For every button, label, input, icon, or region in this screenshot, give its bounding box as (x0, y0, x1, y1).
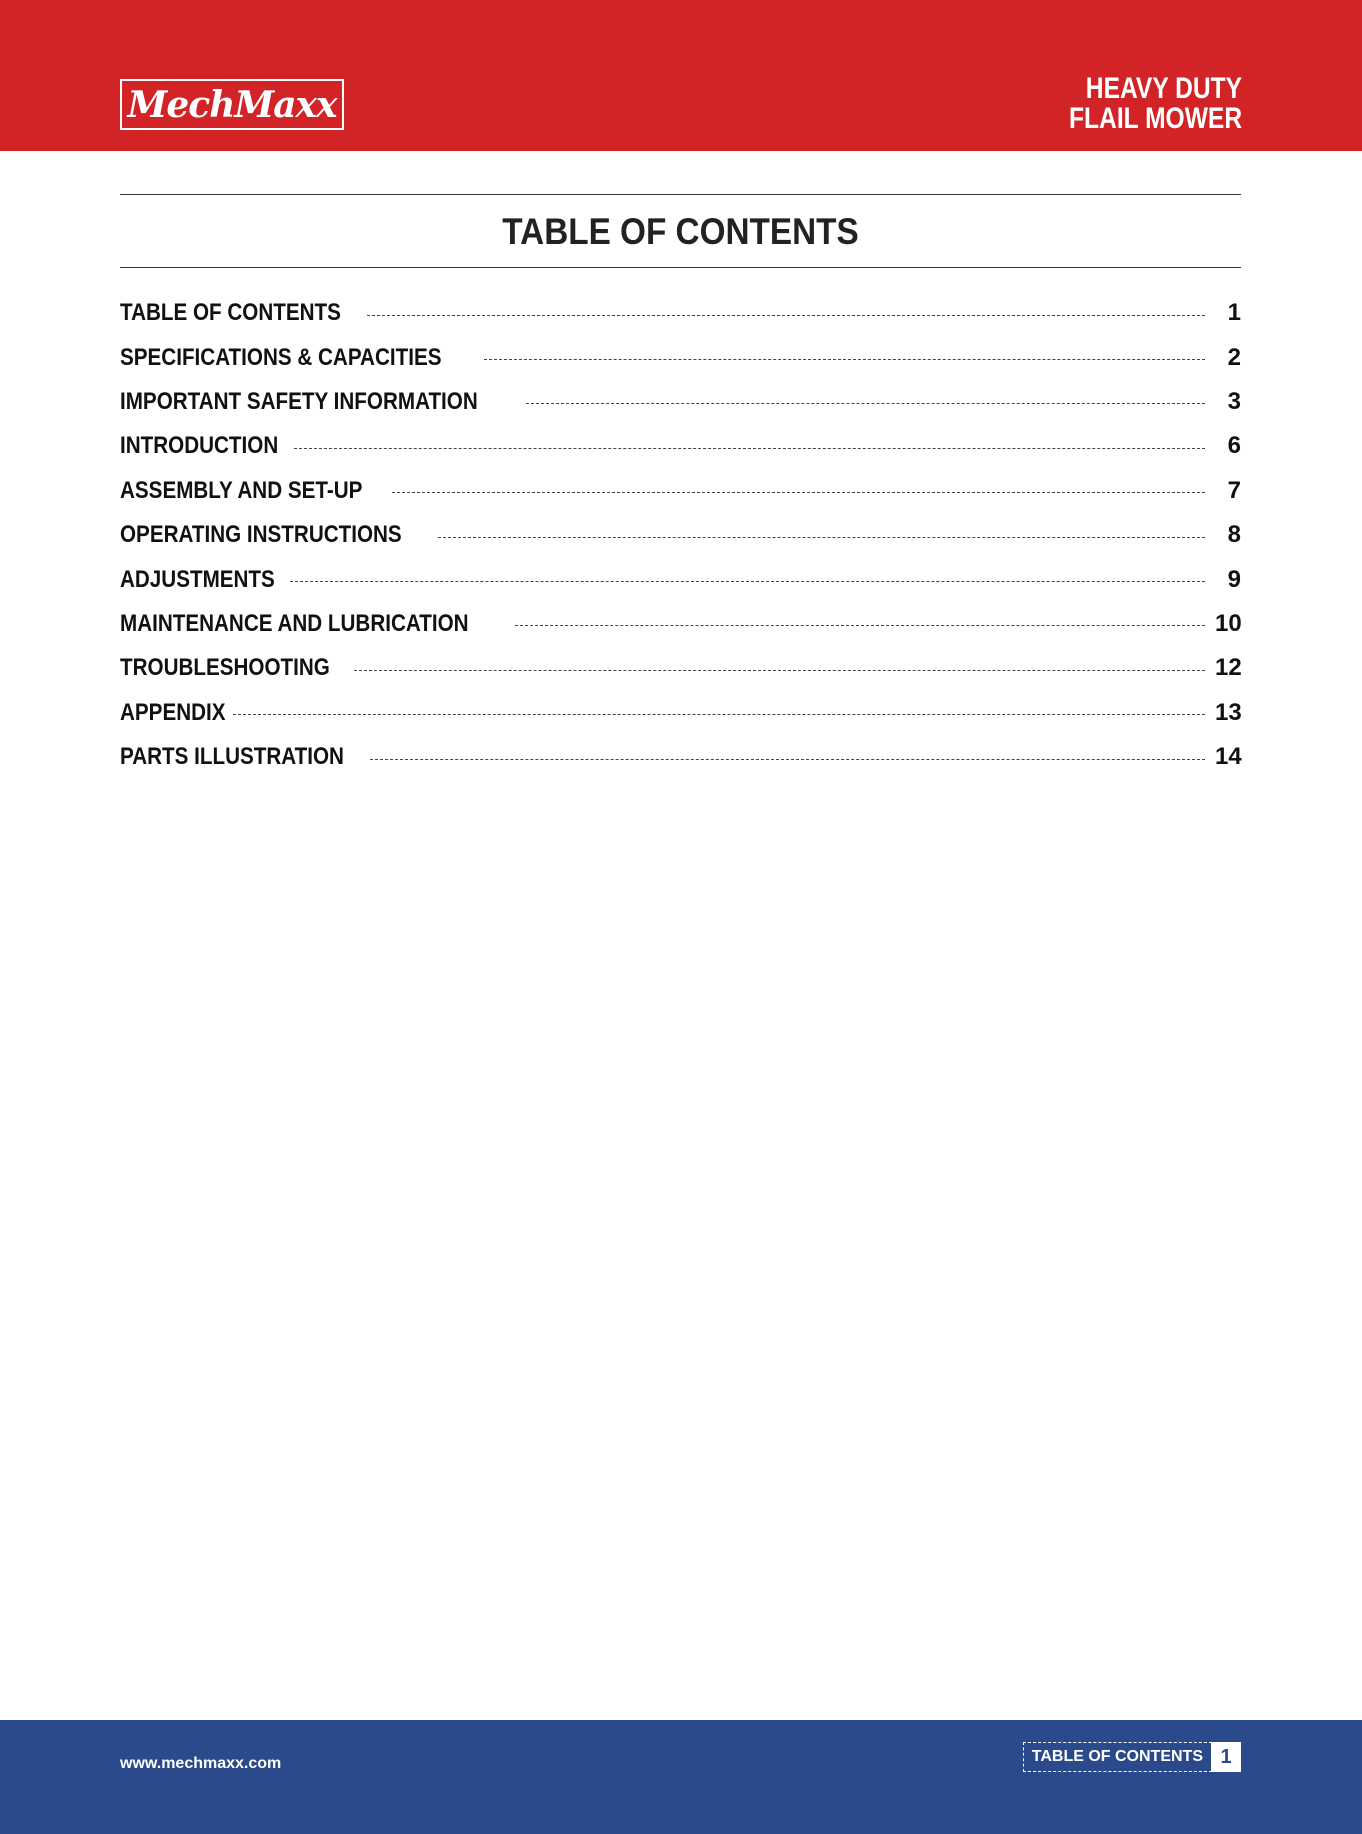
toc-dot-leader (526, 403, 1205, 404)
toc-entry[interactable] (120, 513, 1241, 557)
toc-entry-page: 3 (1227, 387, 1241, 415)
toc-entry-label: APPENDIX (120, 698, 226, 726)
toc-entry-page: 9 (1227, 565, 1241, 593)
title-divider-top (120, 194, 1241, 195)
toc-entry-page: 13 (1215, 698, 1242, 726)
toc-entry-label: OPERATING INSTRUCTIONS (120, 521, 402, 549)
toc-entry-page: 10 (1215, 609, 1242, 637)
toc-entry[interactable] (120, 557, 1241, 601)
toc-list (120, 291, 1241, 779)
toc-entry[interactable] (120, 469, 1241, 513)
page-footer (0, 1720, 1362, 1834)
page-header (0, 0, 1362, 151)
product-title (1069, 74, 1242, 134)
toc-dot-leader (294, 448, 1205, 449)
toc-dot-leader (515, 625, 1205, 626)
toc-entry-page: 12 (1215, 654, 1242, 682)
toc-dot-leader (354, 670, 1205, 671)
toc-entry-label: INTRODUCTION (120, 432, 279, 460)
toc-entry-page: 1 (1227, 299, 1241, 327)
toc-entry-page: 14 (1215, 743, 1242, 771)
footer-section-label: TABLE OF CONTENTS (1023, 1742, 1212, 1772)
product-title-line-1: HEAVY DUTY (1085, 72, 1242, 105)
toc-entry-label: TABLE OF CONTENTS (120, 299, 341, 327)
title-divider-bottom (120, 267, 1241, 268)
brand-logo (120, 79, 344, 130)
toc-entry-label: ASSEMBLY AND SET-UP (120, 476, 363, 504)
toc-entry[interactable] (120, 335, 1241, 379)
toc-entry[interactable] (120, 646, 1241, 690)
toc-dot-leader (484, 359, 1205, 360)
toc-entry-page: 6 (1227, 432, 1241, 460)
toc-entry-label: PARTS ILLUSTRATION (120, 743, 344, 771)
toc-entry-label: SPECIFICATIONS & CAPACITIES (120, 343, 442, 371)
toc-entry-page: 2 (1227, 343, 1241, 371)
toc-entry[interactable] (120, 735, 1241, 779)
toc-entry[interactable] (120, 602, 1241, 646)
toc-entry[interactable] (120, 291, 1241, 335)
toc-entry-label: TROUBLESHOOTING (120, 654, 330, 682)
toc-entry[interactable] (120, 424, 1241, 468)
toc-entry-label: IMPORTANT SAFETY INFORMATION (120, 387, 478, 415)
product-title-line-2: FLAIL MOWER (1068, 102, 1242, 135)
footer-page-number: 1 (1211, 1742, 1241, 1772)
toc-dot-leader (392, 492, 1205, 493)
toc-entry-page: 7 (1227, 476, 1241, 504)
toc-dot-leader (438, 537, 1205, 538)
toc-dot-leader (370, 759, 1205, 760)
website-link[interactable]: www.mechmaxx.com (120, 1755, 282, 1772)
toc-entry[interactable] (120, 691, 1241, 735)
brand-logo-text: MechMaxx (127, 83, 337, 126)
toc-dot-leader (367, 315, 1205, 316)
toc-entry-label: MAINTENANCE AND LUBRICATION (120, 609, 469, 637)
toc-entry-page: 8 (1227, 521, 1241, 549)
page-title: TABLE OF CONTENTS (502, 211, 859, 252)
toc-dot-leader (290, 581, 1205, 582)
toc-dot-leader (233, 714, 1205, 715)
toc-entry-label: ADJUSTMENTS (120, 565, 275, 593)
toc-entry[interactable] (120, 380, 1241, 424)
